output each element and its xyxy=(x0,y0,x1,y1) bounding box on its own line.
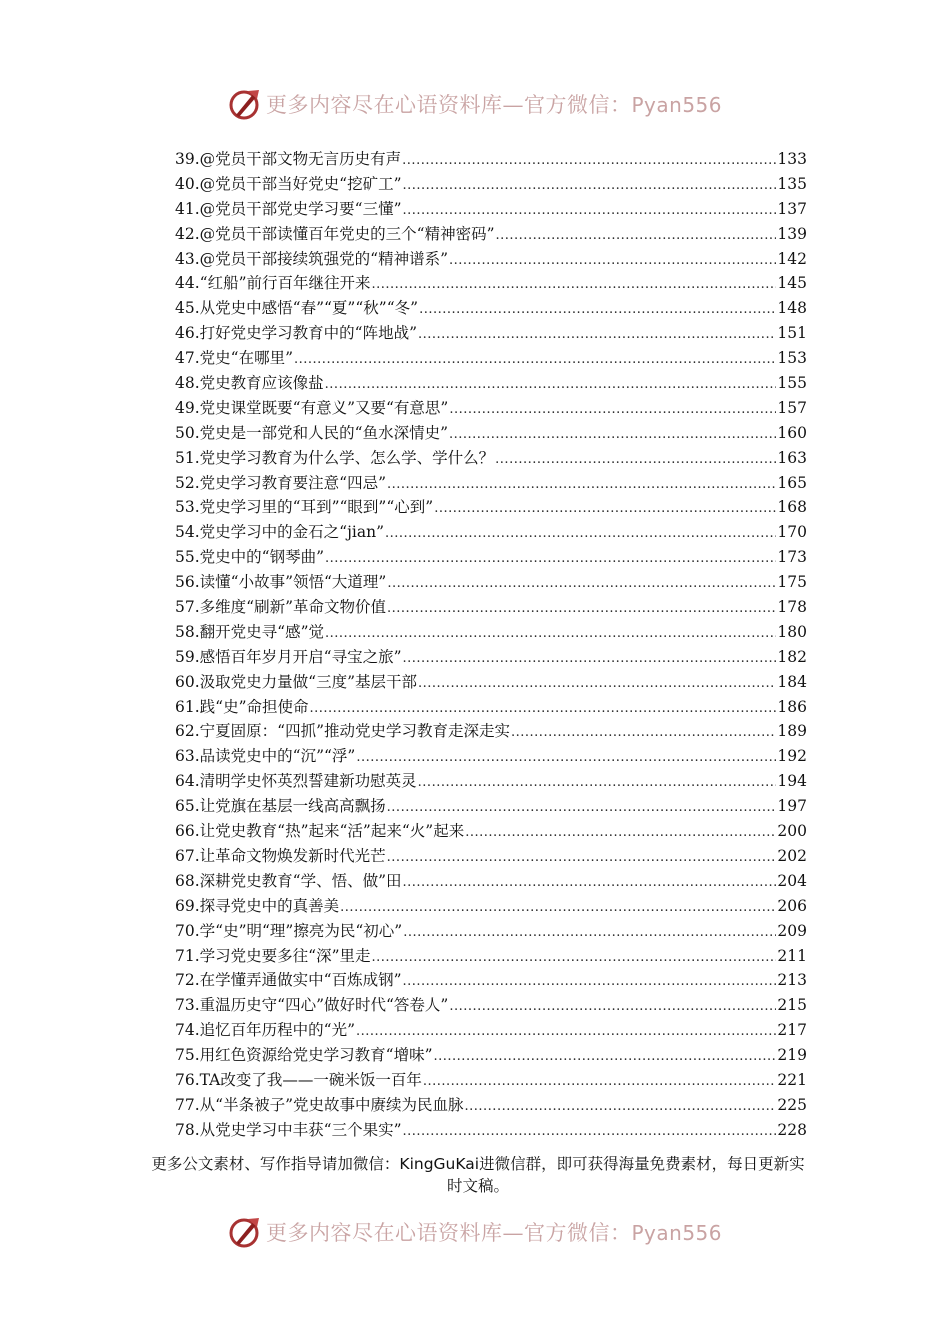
toc-entry-page: 139 xyxy=(777,224,807,243)
toc-entry-number: 49. xyxy=(175,398,200,417)
toc-entry-page: 194 xyxy=(777,772,807,791)
toc-dot-leader xyxy=(356,746,776,771)
toc-entry-page: 168 xyxy=(777,498,807,517)
toc-entry-number: 50. xyxy=(175,423,200,442)
toc-dot-leader xyxy=(402,149,776,174)
toc-dot-leader xyxy=(340,896,776,921)
toc-dot-leader xyxy=(418,771,777,796)
toc-dot-leader xyxy=(294,348,776,373)
toc-entry-page: 170 xyxy=(777,523,807,542)
toc-entry-title: 多维度“刷新”革命文物价值 xyxy=(199,598,387,617)
toc-dot-leader xyxy=(403,174,777,199)
toc-entry-title: 打好党史学习教育中的“阵地战” xyxy=(199,324,418,343)
toc-entry-page: 157 xyxy=(777,398,807,417)
toc-entry[interactable] xyxy=(175,271,807,296)
toc-entry[interactable] xyxy=(175,670,807,695)
toc-entry-page: 206 xyxy=(777,896,807,915)
toc-entry-number: 47. xyxy=(175,349,200,368)
toc-entry[interactable] xyxy=(175,944,807,969)
toc-entry-page: 225 xyxy=(777,1095,807,1114)
toc-entry-title: 重温历史守“四心”做好时代“答卷人” xyxy=(199,996,449,1015)
toc-entry[interactable] xyxy=(175,869,807,894)
toc-entry-page: 228 xyxy=(777,1120,807,1139)
toc-entry-title: TA改变了我——一碗米饭一百年 xyxy=(199,1070,422,1089)
toc-dot-leader xyxy=(403,199,777,224)
toc-entry-number: 76. xyxy=(175,1070,200,1089)
banner-wechat-id: Pyan556 xyxy=(631,93,722,117)
toc-entry-page: 215 xyxy=(777,996,807,1015)
toc-entry-title: 从“半条被子”党史故事中赓续为民血脉 xyxy=(199,1095,464,1114)
toc-entry-number: 70. xyxy=(175,921,200,940)
toc-entry-title: @党员干部党史学习要“三懂” xyxy=(199,199,402,218)
toc-entry[interactable] xyxy=(175,421,807,446)
toc-entry[interactable] xyxy=(175,1043,807,1068)
toc-entry-title: 翻开党史寻“感”觉 xyxy=(199,622,325,641)
toc-dot-leader xyxy=(434,497,776,522)
toc-entry[interactable] xyxy=(175,1018,807,1043)
toc-dot-leader xyxy=(387,796,777,821)
toc-entry-page: 175 xyxy=(777,573,807,592)
toc-entry-title: 党史是一部党和人民的“鱼水深情史” xyxy=(199,423,449,442)
toc-dot-leader xyxy=(449,995,776,1020)
toc-entry-title: 党史中的“钢琴曲” xyxy=(199,548,325,567)
toc-entry-number: 44. xyxy=(175,274,200,293)
banner-wechat-id: Pyan556 xyxy=(631,1221,722,1245)
quill-logo-icon xyxy=(228,87,262,121)
toc-entry[interactable] xyxy=(175,296,807,321)
toc-entry-page: 221 xyxy=(777,1070,807,1089)
toc-entry-page: 148 xyxy=(777,299,807,318)
toc-entry[interactable] xyxy=(175,695,807,720)
toc-entry-page: 202 xyxy=(777,846,807,865)
toc-entry-number: 73. xyxy=(175,996,200,1015)
toc-entry[interactable] xyxy=(175,968,807,993)
toc-dot-leader xyxy=(385,522,776,547)
toc-entry-number: 41. xyxy=(175,199,200,218)
toc-entry-number: 54. xyxy=(175,523,200,542)
toc-entry-page: 151 xyxy=(777,324,807,343)
toc-entry-number: 65. xyxy=(175,797,200,816)
toc-entry-page: 137 xyxy=(777,199,807,218)
toc-entry-number: 72. xyxy=(175,971,200,990)
toc-dot-leader xyxy=(418,323,776,348)
banner-text: 更多内容尽在心语资料库—官方微信：Pyan556 xyxy=(265,1221,722,1245)
toc-entry-page: 133 xyxy=(777,150,807,168)
toc-entry-title: @党员干部当好党史“挖矿工” xyxy=(199,174,402,193)
banner-text: 更多内容尽在心语资料库—官方微信：Pyan556 xyxy=(265,93,722,117)
toc-entry-page: 189 xyxy=(777,722,807,741)
toc-entry-page: 180 xyxy=(777,622,807,641)
toc-entry-page: 155 xyxy=(777,374,807,393)
toc-entry-number: 53. xyxy=(175,498,200,517)
toc-entry[interactable] xyxy=(175,1068,807,1093)
table-of-contents xyxy=(175,147,807,1143)
toc-entry[interactable] xyxy=(175,197,807,222)
footer-banner xyxy=(0,1210,950,1254)
toc-entry-title: 学“史”明“理”擦亮为民“初心” xyxy=(199,921,403,940)
toc-entry-title: 感悟百年岁月开启“寻宝之旅” xyxy=(199,647,402,666)
toc-entry-number: 64. xyxy=(175,772,200,791)
toc-dot-leader xyxy=(310,697,777,722)
toc-dot-leader xyxy=(465,821,776,846)
toc-entry[interactable] xyxy=(175,222,807,247)
toc-entry[interactable] xyxy=(175,172,807,197)
toc-entry-page: 135 xyxy=(777,174,807,193)
toc-entry-number: 56. xyxy=(175,573,200,592)
toc-entry-title: 党史课堂既要“有意义”又要“有意思” xyxy=(199,398,449,417)
toc-entry[interactable] xyxy=(175,471,807,496)
footer-note: 更多公文素材、写作指导请加微信：KingGuKai进微信群，即可获得海量免费素材，每日更新实时文稿。 xyxy=(151,1155,805,1195)
toc-entry[interactable] xyxy=(175,321,807,346)
toc-dot-leader xyxy=(372,946,777,971)
toc-dot-leader xyxy=(325,547,776,572)
toc-entry-title: @党员干部读懂百年党史的三个“精神密码” xyxy=(199,224,495,243)
toc-dot-leader xyxy=(403,921,776,946)
toc-entry-number: 39. xyxy=(175,150,200,168)
toc-entry-page: 197 xyxy=(777,797,807,816)
toc-entry-number: 40. xyxy=(175,174,200,193)
toc-entry-number: 75. xyxy=(175,1046,200,1065)
toc-dot-leader xyxy=(465,1095,777,1120)
toc-dot-leader xyxy=(387,473,776,498)
toc-entry-number: 46. xyxy=(175,324,200,343)
toc-entry[interactable] xyxy=(175,794,807,819)
toc-entry-title: 让革命文物焕发新时代光芒 xyxy=(199,846,386,865)
toc-entry-number: 57. xyxy=(175,598,200,617)
toc-entry-title: 党史教育应该像盐 xyxy=(199,374,324,393)
toc-dot-leader xyxy=(403,871,777,896)
toc-entry[interactable] xyxy=(175,396,807,421)
toc-entry-title: 践“史”命担使命 xyxy=(199,697,309,716)
toc-entry-number: 43. xyxy=(175,249,200,268)
toc-entry-page: 217 xyxy=(777,1021,807,1040)
toc-entry-title: 深耕党史教育“学、悟、做”田 xyxy=(199,871,402,890)
toc-entry-number: 61. xyxy=(175,697,200,716)
toc-entry-number: 60. xyxy=(175,672,200,691)
quill-logo-icon xyxy=(228,1215,262,1249)
toc-entry-number: 78. xyxy=(175,1120,200,1139)
toc-entry-page: 182 xyxy=(777,647,807,666)
toc-entry[interactable] xyxy=(175,645,807,670)
toc-entry-number: 51. xyxy=(175,448,200,467)
toc-dot-leader xyxy=(403,647,777,672)
toc-entry-page: 160 xyxy=(777,423,807,442)
toc-entry[interactable] xyxy=(175,719,807,744)
toc-entry-page: 165 xyxy=(777,473,807,492)
toc-entry[interactable] xyxy=(175,247,807,272)
toc-dot-leader xyxy=(387,846,777,871)
toc-dot-leader xyxy=(325,373,777,398)
toc-entry[interactable] xyxy=(175,147,807,172)
toc-entry-number: 45. xyxy=(175,299,200,318)
toc-entry-title: @党员干部接续筑强党的“精神谱系” xyxy=(199,249,449,268)
toc-dot-leader xyxy=(449,423,776,448)
toc-entry-number: 58. xyxy=(175,622,200,641)
toc-entry[interactable] xyxy=(175,744,807,769)
toc-entry-title: 让党史教育“热”起来“活”起来“火”起来 xyxy=(199,822,465,841)
toc-entry-title: 品读党史中的“沉”“浮” xyxy=(199,747,356,766)
toc-entry[interactable] xyxy=(175,346,807,371)
toc-entry-title: 在学懂弄通做实中“百炼成钢” xyxy=(199,971,402,990)
toc-entry-page: 184 xyxy=(777,672,807,691)
toc-dot-leader xyxy=(387,572,776,597)
toc-dot-leader xyxy=(418,672,776,697)
toc-entry-number: 68. xyxy=(175,871,200,890)
toc-entry-title: 宁夏固原：“四抓”推动党史学习教育走深走实 xyxy=(199,722,511,741)
toc-entry[interactable] xyxy=(175,495,807,520)
toc-dot-leader xyxy=(423,1070,777,1095)
toc-entry-title: 追忆百年历程中的“光” xyxy=(199,1021,356,1040)
toc-entry-number: 71. xyxy=(175,946,200,965)
toc-entry-title: 用红色资源给党史学习教育“增味” xyxy=(199,1046,433,1065)
toc-dot-leader xyxy=(356,1020,776,1045)
toc-dot-leader xyxy=(434,1045,777,1070)
toc-entry-title: 汲取党史力量做“三度”基层干部 xyxy=(199,672,418,691)
toc-entry-title: 让党旗在基层一线高高飘扬 xyxy=(199,797,386,816)
toc-dot-leader xyxy=(403,1120,777,1145)
toc-entry-title: 党史学习中的金石之“jian” xyxy=(199,523,384,542)
toc-entry-title: 从党史中感悟“春”“夏”“秋”“冬” xyxy=(199,299,419,318)
toc-entry[interactable] xyxy=(175,620,807,645)
toc-entry[interactable] xyxy=(175,894,807,919)
toc-dot-leader xyxy=(449,398,776,423)
toc-entry[interactable] xyxy=(175,520,807,545)
toc-dot-leader xyxy=(495,448,776,473)
toc-entry-page: 219 xyxy=(777,1046,807,1065)
toc-entry-title: 探寻党史中的真善美 xyxy=(199,896,340,915)
toc-entry-title: 党史学习教育为什么学、怎么学、学什么？ xyxy=(199,448,495,467)
toc-dot-leader xyxy=(449,249,776,274)
toc-entry-title: 党史“在哪里” xyxy=(199,349,294,368)
toc-entry-page: 200 xyxy=(777,822,807,841)
toc-entry-number: 42. xyxy=(175,224,200,243)
toc-entry-title: @党员干部文物无言历史有声 xyxy=(199,150,402,168)
toc-entry-title: 党史学习教育要注意“四忌” xyxy=(199,473,387,492)
toc-entry-number: 74. xyxy=(175,1021,200,1040)
toc-entry-number: 77. xyxy=(175,1095,200,1114)
toc-entry[interactable] xyxy=(175,1118,807,1143)
toc-entry-page: 178 xyxy=(777,598,807,617)
toc-dot-leader xyxy=(496,224,777,249)
toc-entry-number: 59. xyxy=(175,647,200,666)
toc-entry[interactable] xyxy=(175,993,807,1018)
toc-entry[interactable] xyxy=(175,545,807,570)
toc-entry-number: 67. xyxy=(175,846,200,865)
toc-entry-number: 62. xyxy=(175,722,200,741)
toc-entry[interactable] xyxy=(175,570,807,595)
toc-entry-title: 清明学史怀英烈誓建新功慰英灵 xyxy=(199,772,417,791)
toc-entry-page: 186 xyxy=(777,697,807,716)
toc-entry-page: 192 xyxy=(777,747,807,766)
toc-entry-page: 153 xyxy=(777,349,807,368)
toc-entry-page: 163 xyxy=(777,448,807,467)
toc-entry-number: 52. xyxy=(175,473,200,492)
toc-entry-title: 从党史学习中丰获“三个果实” xyxy=(199,1120,402,1139)
toc-entry-title: 读懂“小故事”领悟“大道理” xyxy=(199,573,387,592)
toc-dot-leader xyxy=(403,970,777,995)
toc-dot-leader xyxy=(325,622,776,647)
header-banner xyxy=(0,82,950,126)
toc-entry[interactable] xyxy=(175,1093,807,1118)
toc-entry[interactable] xyxy=(175,446,807,471)
toc-entry-page: 211 xyxy=(777,946,807,965)
toc-entry[interactable] xyxy=(175,819,807,844)
toc-entry-number: 66. xyxy=(175,822,200,841)
toc-entry[interactable] xyxy=(175,769,807,794)
toc-entry-page: 213 xyxy=(777,971,807,990)
toc-entry-page: 209 xyxy=(777,921,807,940)
toc-dot-leader xyxy=(511,721,776,746)
toc-entry-number: 48. xyxy=(175,374,200,393)
toc-entry[interactable] xyxy=(175,595,807,620)
toc-entry-page: 204 xyxy=(777,871,807,890)
toc-dot-leader xyxy=(387,597,776,622)
toc-entry[interactable] xyxy=(175,844,807,869)
toc-entry-number: 63. xyxy=(175,747,200,766)
toc-entry-page: 145 xyxy=(777,274,807,293)
toc-entry-number: 55. xyxy=(175,548,200,567)
toc-entry-number: 69. xyxy=(175,896,200,915)
toc-entry[interactable] xyxy=(175,371,807,396)
toc-entry-page: 173 xyxy=(777,548,807,567)
toc-entry[interactable] xyxy=(175,919,807,944)
toc-entry-title: 学习党史要多往“深”里走 xyxy=(199,946,371,965)
toc-entry-title: 党史学习里的“耳到”“眼到”“心到” xyxy=(199,498,434,517)
toc-entry-title: “红船”前行百年继往开来 xyxy=(199,274,371,293)
toc-entry-page: 142 xyxy=(777,249,807,268)
toc-dot-leader xyxy=(419,298,776,323)
toc-dot-leader xyxy=(372,273,777,298)
